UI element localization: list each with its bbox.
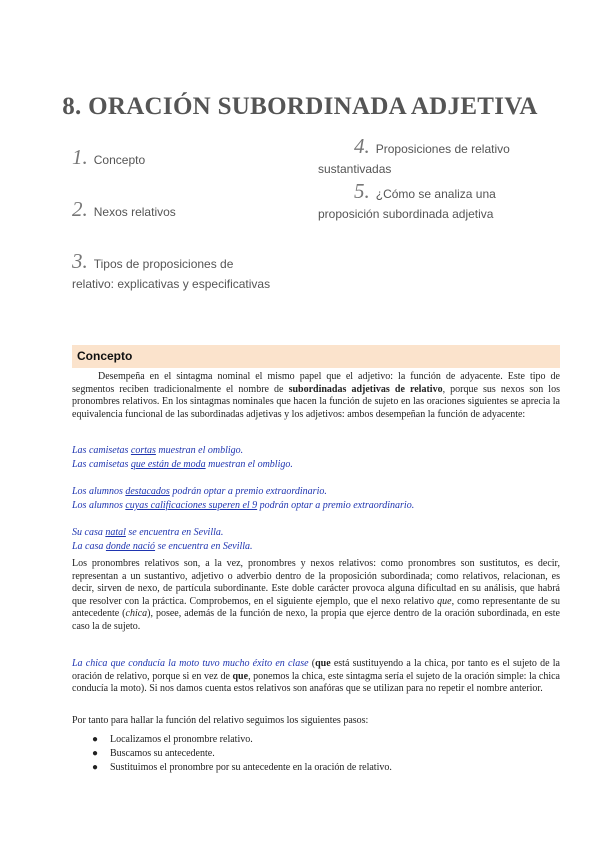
paragraph-example-analysis	[72, 658, 560, 696]
example-sentence: La chica que conducía la moto tuvo mucho éxito en clase	[72, 658, 309, 669]
text-run: muestran el ombligo.	[205, 459, 293, 470]
underlined-text: que están de moda	[130, 459, 206, 470]
example-line	[72, 485, 560, 499]
underlined-text: cortas	[130, 445, 156, 456]
bold-term: subordinadas adjetivas de relativo	[288, 383, 443, 395]
section-title: Concepto	[77, 349, 133, 363]
bullet: ●	[92, 762, 99, 773]
toc-item-4[interactable]	[318, 136, 510, 179]
toc-item-2[interactable]	[72, 199, 176, 222]
page-title: 8. ORACIÓN SUBORDINADA ADJETIVA	[62, 93, 538, 120]
toc-label: ¿Cómo se analiza una	[375, 187, 496, 201]
toc-label: Tipos de proposiciones de	[93, 257, 234, 271]
bold-term: que	[232, 670, 249, 682]
toc-item-5[interactable]	[318, 181, 496, 224]
list-item	[92, 748, 215, 760]
text-run: La casa	[72, 541, 106, 552]
toc-label: sustantivadas	[318, 162, 392, 176]
toc-number: 1.	[72, 145, 88, 169]
text-run: se encuentra en Sevilla.	[125, 527, 224, 538]
underlined-text: cuyas calificaciones superen el 9	[125, 500, 258, 511]
paragraph-intro	[72, 371, 560, 421]
italic-term: que	[437, 595, 452, 607]
text-run: se encuentra en Sevilla.	[155, 541, 253, 552]
underlined-text: natal	[105, 527, 126, 538]
list-item	[92, 734, 253, 746]
text-run: , como representante de su antecedente (	[72, 595, 560, 619]
toc-label: proposición subordinada adjetiva	[318, 207, 494, 221]
bullet: ●	[92, 748, 99, 759]
list-item-text: Buscamos su antecedente.	[110, 748, 215, 759]
text-run: está sustituyendo a la chica, por tanto es el sujeto de la oración de relativo, porque si en vez de	[72, 658, 560, 682]
example-line	[72, 444, 560, 458]
toc-label: relativo: explicativas y especificativas	[72, 277, 271, 291]
text-run: (	[308, 658, 316, 669]
italic-term: chica	[125, 608, 148, 619]
toc-label: Nexos relativos	[93, 205, 176, 219]
toc-number: 3.	[72, 249, 88, 273]
toc-number: 5.	[354, 179, 370, 203]
toc-label: Proposiciones de relativo	[375, 142, 510, 156]
text-run: muestran el ombligo.	[155, 445, 244, 456]
text-run: Las camisetas	[72, 459, 131, 470]
example-line	[72, 499, 560, 513]
list-item	[92, 762, 392, 774]
example-line	[72, 526, 560, 540]
paragraph-steps-intro: Por tanto para hallar la función del relativo seguimos los siguientes pasos:	[72, 715, 369, 726]
underlined-text: destacados	[125, 486, 170, 497]
bold-term: que	[315, 658, 331, 669]
underlined-text: donde nació	[105, 541, 156, 552]
toc-number: 4.	[354, 134, 370, 158]
example-line	[72, 458, 560, 472]
bullet: ●	[92, 734, 99, 745]
toc-number: 2.	[72, 197, 88, 221]
text-run: Los alumnos	[72, 500, 126, 511]
list-item-text: Sustituimos el pronombre por su antecedente en la oración de relativo.	[110, 762, 392, 773]
section-header	[72, 345, 560, 368]
toc-item-3[interactable]	[72, 251, 270, 294]
toc-item-1[interactable]	[72, 147, 145, 170]
text-run: podrán optar a premio extraordinario.	[257, 500, 415, 511]
text-run: Las camisetas	[72, 445, 131, 456]
text-run: Desempeña en el sintagma nominal el mismo papel que el adjetivo: la función de adyacente. Este tipo de segmentos reciben tradicionalmente el nombre de	[72, 371, 560, 395]
example-line	[72, 540, 560, 554]
text-run: Su casa	[72, 527, 106, 538]
paragraph-relatives	[72, 558, 560, 633]
text-run: ), posee, además de la función de nexo, la propia que ejerce dentro de la oración subordinada, en este caso la de sujeto.	[72, 608, 560, 632]
text-run: , ponemos la chica, este sintagma sería el sujeto de la oración simple: la chica conducía la moto). Si nos damos cuenta estos relativos son anafóras que se utilizan para no repetir el nombre anterior.	[72, 670, 560, 694]
text-run: podrán optar a premio extraordinario.	[169, 486, 327, 497]
text-run: , porque sus nexos son los pronombres relativos. En los sintagmas nominales que hacen la función de sujeto en las oraciones siguientes se aprecia la equivalencia funcional de las subordinadas adjetivas y los adjetivos: ambos desempeñan la función de adyacente:	[72, 383, 560, 420]
toc-label: Concepto	[93, 153, 146, 167]
text-run: Los alumnos	[72, 486, 126, 497]
text-run: Los pronombres relativos son, a la vez, pronombres y nexos relativos: como pronombres son sustitutos, es decir, representan a un sustantivo, adjetivo o adverbio dentro de la proposición subordinada; como relativos, relacionan, es decir, sirven de nexo, de partícula subordinante. Este doble carácter provoca alguna dificultad en su análisis, que habrá que resolver con la práctica. Comprobemos, en el siguiente ejemplo, que el nexo relativo	[72, 558, 560, 607]
list-item-text: Localizamos el pronombre relativo.	[110, 734, 253, 745]
